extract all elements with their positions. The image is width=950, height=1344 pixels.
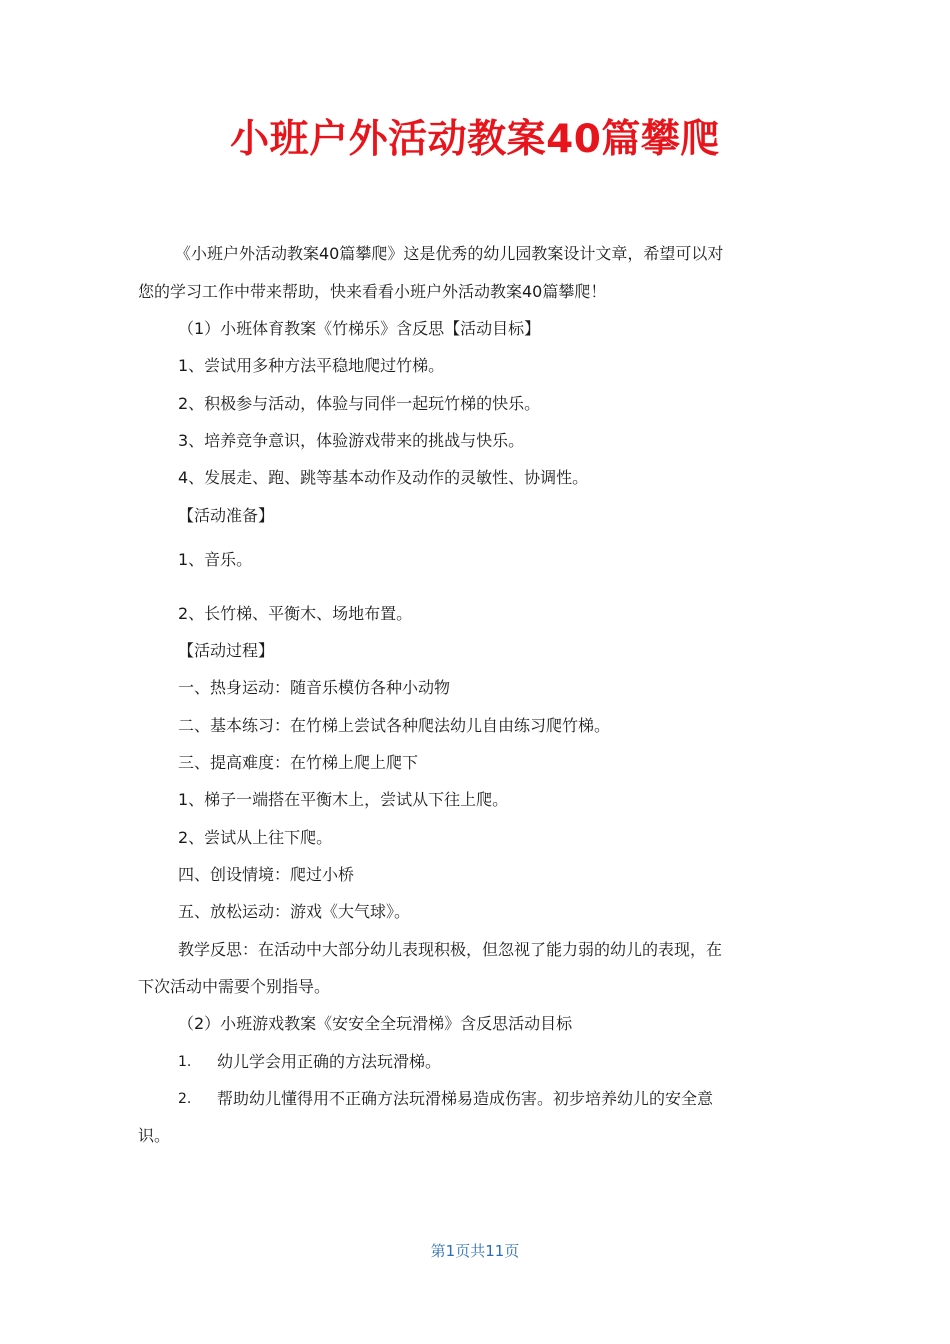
- reflection-line-1: 教学反思：在活动中大部分幼儿表现积极，但忽视了能力弱的幼儿的表现，在: [178, 940, 723, 959]
- intro-line-1: 《小班户外活动教案40篇攀爬》这是优秀的幼儿园教案设计文章，希望可以对: [175, 244, 724, 263]
- intro-line-2: 您的学习工作中带来帮助，快来看看小班户外活动教案40篇攀爬！: [138, 282, 607, 301]
- document-title: 小班户外活动教案40篇攀爬: [230, 117, 720, 162]
- goal-item: 3、培养竞争意识，体验游戏带来的挑战与快乐。: [178, 431, 525, 450]
- process-heading: 【活动过程】: [178, 641, 275, 660]
- prep-item: 1、音乐。: [178, 550, 253, 569]
- process-item: 三、提高难度：在竹梯上爬上爬下: [178, 753, 419, 772]
- reflection-line-2: 下次活动中需要个别指导。: [138, 977, 331, 996]
- goal-item: 2、积极参与活动，体验与同伴一起玩竹梯的快乐。: [178, 394, 541, 413]
- goal-item: 幼儿学会用正确的方法玩滑梯。: [217, 1052, 442, 1071]
- goal-item: 4、发展走、跑、跳等基本动作及动作的灵敏性、协调性。: [178, 468, 589, 487]
- process-item: 一、热身运动：随音乐模仿各种小动物: [178, 678, 451, 697]
- prep-heading: 【活动准备】: [178, 506, 275, 525]
- process-item: 四、创设情境：爬过小桥: [178, 865, 355, 884]
- goal-item: 1、尝试用多种方法平稳地爬过竹梯。: [178, 356, 445, 375]
- prep-item: 2、长竹梯、平衡木、场地布置。: [178, 604, 413, 623]
- page-footer: 第1页共11页: [430, 1242, 520, 1260]
- goal-number: 2.: [178, 1091, 192, 1107]
- process-item: 五、放松运动：游戏《大气球》。: [178, 902, 411, 921]
- goal-item: 帮助幼儿懂得用不正确方法玩滑梯易造成伤害。初步培养幼儿的安全意: [217, 1089, 714, 1108]
- goal-number: 1.: [178, 1054, 192, 1070]
- process-item: 1、梯子一端搭在平衡木上，尝试从下往上爬。: [178, 790, 509, 809]
- goal-item-continuation: 识。: [138, 1126, 171, 1145]
- section1-heading: （1）小班体育教案《竹梯乐》含反思【活动目标】: [178, 319, 541, 338]
- section2-heading: （2）小班游戏教案《安安全全玩滑梯》含反思活动目标: [178, 1014, 573, 1033]
- process-item: 二、基本练习：在竹梯上尝试各种爬法幼儿自由练习爬竹梯。: [178, 716, 611, 735]
- process-item: 2、尝试从上往下爬。: [178, 828, 333, 847]
